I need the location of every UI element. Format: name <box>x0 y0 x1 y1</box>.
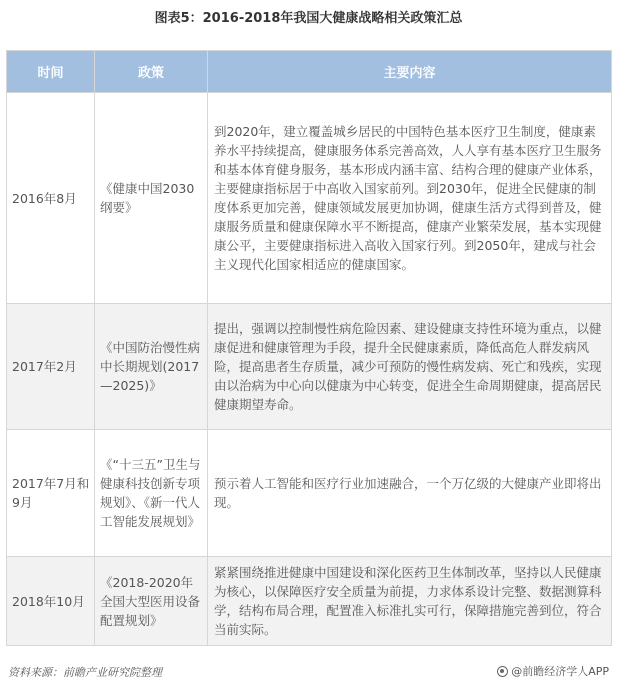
policy-table <box>6 50 612 646</box>
brand-logo-icon <box>497 666 508 677</box>
header-time: 时间 <box>7 51 95 93</box>
cell-content: 预示着人工智能和医疗行业加速融合，一个万亿级的大健康产业即将出现。 <box>208 430 612 557</box>
cell-time: 2017年2月 <box>7 304 95 430</box>
cell-time: 2017年7月和9月 <box>7 430 95 557</box>
table-row <box>7 93 612 304</box>
source-note: 资料来源：前瞻产业研究院整理 <box>8 666 162 679</box>
cell-time: 2016年8月 <box>7 93 95 304</box>
table-row <box>7 304 612 430</box>
cell-content: 提出，强调以控制慢性病危险因素、建设健康支持性环境为重点，以健康促进和健康管理为手段，提升全民健康素质，降低高危人群发病风险，提高患者生存质量，减少可预防的慢性病发病、死亡和残疾，实现由以治病为中心向以健康为中心转变，促进全生命周期健康，提高居民健康期望寿命。 <box>208 304 612 430</box>
table-row <box>7 557 612 646</box>
brand-credit <box>497 663 609 679</box>
page-title: 图表5：2016-2018年我国大健康战略相关政策汇总 <box>154 11 463 26</box>
header-policy: 政策 <box>95 51 208 93</box>
cell-policy: 《2018-2020年全国大型医用设备配置规划》 <box>95 557 208 646</box>
cell-policy: 《健康中国2030纲要》 <box>95 93 208 304</box>
cell-policy: 《中国防治慢性病中长期规划(2017—2025)》 <box>95 304 208 430</box>
cell-content: 到2020年，建立覆盖城乡居民的中国特色基本医疗卫生制度，健康素养水平持续提高，健康服务体系完善高效，人人享有基本医疗卫生服务和基本体育健身服务，基本形成内涵丰富、结构合理的健康产业体系，主要健康指标居于中高收入国家前列。到2030年，促进全民健康的制度体系更加完善，健康领域发展更加协调，健康生活方式得到普及，健康服务质量和健康保障水平不断提高，健康产业繁荣发展，基本实现健康公平，主要健康指标进入高收入国家行列。到2050年，建成与社会主义现代化国家相适应的健康国家。 <box>208 93 612 304</box>
brand-text: @前瞻经济学人APP <box>511 665 609 678</box>
table-header-row <box>7 51 612 93</box>
cell-policy: 《“十三五”卫生与健康科技创新专项规划》、《新一代人工智能发展规划》 <box>95 430 208 557</box>
header-content: 主要内容 <box>208 51 612 93</box>
cell-content: 紧紧围绕推进健康中国建设和深化医药卫生体制改革，坚持以人民健康为核心，以保障医疗安全质量为前提，力求体系设计完整、数据测算科学，结构布局合理，配置准入标准扎实可行，保障措施完善到位，符合当前实际。 <box>208 557 612 646</box>
cell-time: 2018年10月 <box>7 557 95 646</box>
table-row <box>7 430 612 557</box>
